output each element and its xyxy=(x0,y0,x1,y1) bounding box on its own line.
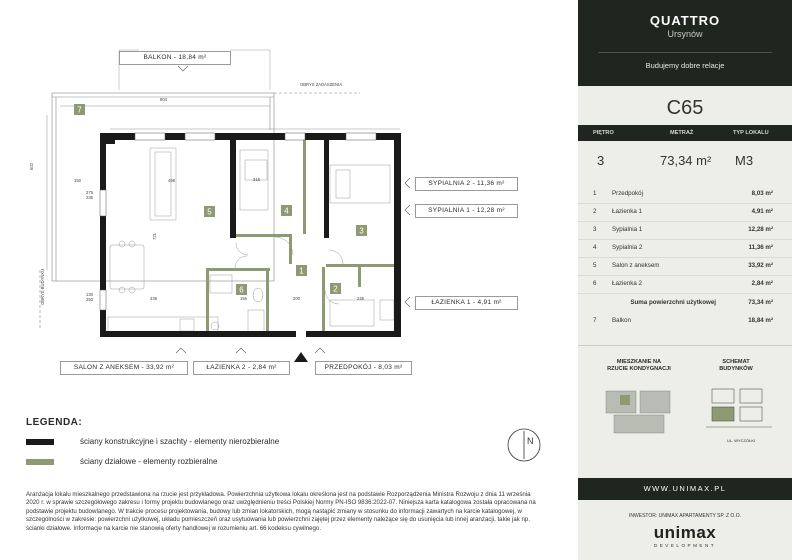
room-row-label: Łazienka 1 xyxy=(612,208,642,215)
label-balkon: BALKON - 18,84 m² xyxy=(119,51,231,65)
dim-721: 721 xyxy=(152,233,157,240)
dim-602: 602 xyxy=(29,163,34,170)
room-row-area: 12,28 m² xyxy=(748,226,773,233)
street-name: UL. WYCZÓŁKI xyxy=(726,438,756,443)
room-number-1: 1 xyxy=(299,266,304,276)
info-panel xyxy=(578,0,792,560)
mini-buildings-title: SCHEMAT BUDYNKÓW xyxy=(719,359,753,372)
brand-tagline: Budujemy dobre relacje xyxy=(645,61,725,70)
brand-location: Ursynów xyxy=(667,29,703,39)
dim-248: 248 xyxy=(357,296,364,301)
unimax-logo-sub: DEVELOPMENT xyxy=(653,543,717,548)
room-row-label: Sypialnia 1 xyxy=(612,226,643,233)
room-number-2: 2 xyxy=(333,284,338,294)
value-metraz: 73,34 m² xyxy=(660,153,712,168)
room-row-area: 11,36 m² xyxy=(748,244,773,251)
balcony-row-label: Balkon xyxy=(612,317,631,324)
label-sypialnia-2: SYPIALNIA 2 - 11,36 m² xyxy=(415,177,518,191)
room-row xyxy=(578,221,792,240)
brand-name: QUATTRO xyxy=(649,13,721,28)
room-row-label: Sypialnia 2 xyxy=(612,244,643,251)
dim-438: 438 xyxy=(150,296,157,301)
room-row-label: Przedpokój xyxy=(612,190,643,197)
dim-155: 155 xyxy=(240,296,247,301)
balcony-row-area: 18,84 m² xyxy=(748,317,773,324)
room-row-label: Salon z aneksem xyxy=(612,262,660,269)
room-row-number: 3 xyxy=(593,226,597,233)
room-number-3: 3 xyxy=(359,226,364,236)
room-row-number: 6 xyxy=(593,280,597,287)
room-row-area: 2,84 m² xyxy=(751,280,773,287)
label-lazienka-2: ŁAZIENKA 2 - 2,84 m² xyxy=(193,361,290,375)
room-row xyxy=(578,257,792,276)
dim-130-250: 130 250 xyxy=(86,292,93,302)
label-salon: SALON Z ANEKSEM - 33,92 m² xyxy=(60,361,188,375)
room-row xyxy=(578,203,792,222)
legend-swatch-black xyxy=(26,439,54,445)
unit-code: C65 xyxy=(666,97,704,119)
room-number-6: 6 xyxy=(239,285,244,295)
dim-315: 315 xyxy=(253,177,260,182)
legend-text-structural: ściany konstrukcyjne i szachty - elementy nierozbieralne xyxy=(80,437,280,446)
room-row xyxy=(578,185,792,204)
obrys-budynku: OBRYS BUDYNKU xyxy=(40,268,45,305)
total-row xyxy=(578,294,792,312)
info-header-row xyxy=(578,125,792,141)
room-row-area: 8,03 m² xyxy=(751,190,773,197)
panel-header xyxy=(578,0,792,86)
label-sypialnia-1: SYPIALNIA 1 - 12,28 m² xyxy=(415,204,518,218)
legend-row-partition xyxy=(26,456,346,468)
value-pietro: 3 xyxy=(597,153,605,168)
room-number-4: 4 xyxy=(284,206,289,216)
legend-title: LEGENDA: xyxy=(26,417,83,428)
floor-key-plan xyxy=(604,385,674,437)
dim-804: 804 xyxy=(160,97,167,102)
dimension-texts xyxy=(29,82,365,305)
website-link[interactable]: WWW.UNIMAX.PL xyxy=(578,478,792,500)
balcony-row xyxy=(578,312,792,330)
head-metraz: METRAŻ xyxy=(670,130,694,136)
label-lazienka-1: ŁAZIENKA 1 - 4,91 m² xyxy=(415,296,518,310)
entrance-arrow xyxy=(294,352,308,362)
total-area: 73,34 m² xyxy=(748,299,773,306)
head-typ: TYP LOKALU xyxy=(733,130,769,136)
investor-text: INWESTOR: UNIMAX APARTAMENTY SP. Z O.O. xyxy=(629,513,741,519)
disclaimer-text: Aranżacja lokalu mieszkalnego przedstawiona na rzucie jest przykładowa. Powierzchnia użytkowa lokalu określona jest na podstawie Rozporządzenia Ministra Rozwoju z dnia 11 września 2020 r. w sprawie szczegółowego zakresu i formy projektu budowlanego oraz uwzględnieniu treści Polskiej Normy PN-ISO 9836:2022-07. Niniejsza karta katalogowa została opracowana na podstawie projektu budowlanego. W trakcie procesu projektowania, budowy lub zmian lokatorskich, mogą nastąpić zmiany w stosunku do informacji zawartych na karcie katalogowej, w szczególności w zakresie: powierzchni użytkowej, układu pomieszczeń oraz usytuowania lub powierzchni zajętej przez elementy należące się do usunięcia lub innej aranżacji, takie jak np. ścianki działowe. Informacje na karcie nie stanowią oferty handlowej w rozumieniu art. 66 kodeksu cywilnego. xyxy=(26,491,536,532)
room-number-5: 5 xyxy=(207,207,212,217)
room-row-number: 2 xyxy=(593,208,597,215)
legend-swatch-olive xyxy=(26,459,54,465)
room-row xyxy=(578,275,792,294)
room-row-area: 4,91 m² xyxy=(751,208,773,215)
room-row-area: 33,92 m² xyxy=(748,262,773,269)
info-values-row xyxy=(578,141,792,181)
total-label: Suma powierzchni użytkowej xyxy=(630,299,716,306)
room-row-number: 4 xyxy=(593,244,597,251)
furniture xyxy=(108,148,394,334)
room-number-markers xyxy=(74,104,367,295)
room-row xyxy=(578,239,792,258)
dim-200: 200 xyxy=(293,296,300,301)
north-arrow-icon xyxy=(506,427,542,463)
mini-floor-title: MIESZKANIE NA RZUCIE KONDYGNACJI xyxy=(607,359,671,372)
balcony-row-number: 7 xyxy=(593,317,597,324)
legend-text-partition: ściany działowe - elementy rozbieralne xyxy=(80,457,218,466)
label-przedpokoj: PRZEDPOKÓJ - 8,03 m² xyxy=(315,361,412,375)
header-divider xyxy=(598,52,772,53)
room-number-7: 7 xyxy=(77,105,82,115)
unimax-logo: unimax xyxy=(653,523,717,542)
room-row-number: 5 xyxy=(593,262,597,269)
panel-divider xyxy=(578,345,792,346)
room-row-number: 1 xyxy=(593,190,597,197)
head-pietro: PIĘTRO xyxy=(593,130,614,136)
dim-375-235: 375 235 xyxy=(86,190,93,200)
buildings-key-plan xyxy=(704,385,774,437)
dim-150: 150 xyxy=(74,178,81,183)
svg-text:N: N xyxy=(527,436,534,446)
room-row-label: Łazienka 2 xyxy=(612,280,642,287)
legend-row-structural xyxy=(26,436,346,448)
obrys-zadaszenia: OBRYS ZADASZENIA xyxy=(300,82,343,87)
dim-498: 498 xyxy=(168,178,175,183)
value-typ: M3 xyxy=(735,153,754,168)
